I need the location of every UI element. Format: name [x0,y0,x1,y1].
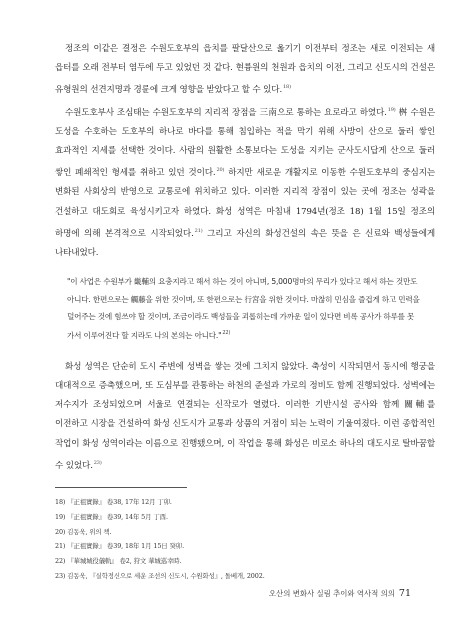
footnote-ref-20[interactable]: 20) [216,167,225,174]
footnote-18: 18) 『正祖實錄』 卷38, 17年 12月 丁卯. [55,498,172,506]
paragraph-1 [55,40,435,101]
paragraph-2-text-b: 桝 수원은 도성을 수호하는 도호부의 하나로 바다를 통해 침입하는 적을 막기 위해 사방이 산으로 둘러 쌓인 효과적인 지세를 선택한 것이다. 사람의 원활한 소통보다는 도성을 지키는 군사도시답게 산으로 둘러 쌓인 폐쇄적인 형세를 취하고 있던 것이다. [55,107,436,179]
body-text [55,40,435,476]
paragraph-3-text: 화성 성역은 단순히 도시 주변에 성벽을 쌓는 것에 그치지 않았다. 축성이 시작되면서 동시에 행궁을 대대적으로 증축했으며, 또 도심부를 관통하는 하천의 준설과 가로의 정비도 함께 진행되었다. 성벽에는 저수지가 조성되었으며 서울로 연결되는 신작로가 열렸다. 이러한 기반시설 공사와 함께 關輔를 이전하고 시장을 건설하여 화성 신도시가 교통과 상품의 거점이 되는 노력이 기울여졌다. 이런 종합적인 작업이 화성 성역이라는 이름으로 진행됐으며, 이 작업을 통해 화성은 비로소 하나의 대도시로 탈바꿈할 수 있었다. [55,361,435,471]
footnote-ref-22[interactable]: 22) [222,330,231,337]
paragraph-2-text: 수원도호부사 조심태는 수원도호부의 지리적 장점을 三南으로 통하는 요로라고 하였다. [65,107,387,118]
footnote-19: 19) 『正祖實錄』 卷39, 14年 5月 丁酉. [55,512,168,521]
paragraph-3 [55,358,435,476]
footnote-22: 22) 『華城城役儀軌』 卷2, 狩文 華城巡幸時. [55,557,182,566]
block-quote [67,273,427,345]
page-footer [269,588,411,599]
footnotes [55,495,435,584]
running-title: 오산의 변화사 실림 추이와 역사적 의의 [268,589,395,598]
footnote-divider [55,487,187,488]
paragraph-2 [55,101,435,264]
paragraph-2-text-c: 하지만 새로운 개활지로 이동한 수원도호부의 중심지는 변화된 사회상의 반영으로 교통로에 위치하고 있다. 이러한 지리적 장점이 있는 곳에 정조는 성곽을 건설하고 대도회로 육성시키고자 하였다. 화성 성역은 마침내 1794년(정조 18) 1월 15일 정조의 하명에 의해 본격적으로 시작되었다. [55,168,435,239]
footnote-ref-23[interactable]: 23) [93,459,102,466]
footnote-23: 23) 김동욱, 『실학정신으로 세운 조선의 신도시, 수원화성』, 돌베개, 2002. [55,571,265,580]
footnote-21: 21) 『正祖實錄』 卷39, 18年 1月 15日 癸卯. [55,542,185,551]
footnote-ref-21[interactable]: 21) [194,227,203,234]
footnote-ref-18[interactable]: 18) [283,84,291,91]
paragraph-2-text-d: 그리고 자신의 화성건설의 속은 뜻을 은 신료와 백성들에게 나타내었다. [55,228,435,259]
footnote-20: 20) 김동욱, 위의 책. [55,527,112,536]
footnote-ref-19[interactable]: 19) [387,106,396,113]
page-number: 71 [398,588,411,599]
block-quote-text: "이 사업은 수원부가 畿輔의 요충지라고 해서 하는 것이 아니며, 5,000명마의 무리가 있다고 해서 하는 것만도 아니다. 한편으로는 觸藤을 위한 것이며, 또 한편으로는 行宮을 위한 것이다. 마찮히 민심을 즐겁게 하고 민력을 덜어주는 것에 힘쓰야 할 것이며, 조금이라도 백성들을 괴롭히는데 가까운 일이 있다면 비록 공사가 하루를 못 가서 이루어진다 할 지라도 나의 본의는 아니다." [67,277,420,341]
paragraph-1-text: 정조의 이같은 결정은 수원도호부의 읍치를 팔달산으로 옮기기 이전부터 정조는 새로 이전되는 새 읍터를 오래 전부터 염두에 두고 있었던 것 같다. 현륭원의 천원과 읍치의 이전, 그리고 신도시의 건설은 유형원의 선견지명과 경륜에 크게 영향을 받았다고 할 수 있다. [55,44,435,96]
